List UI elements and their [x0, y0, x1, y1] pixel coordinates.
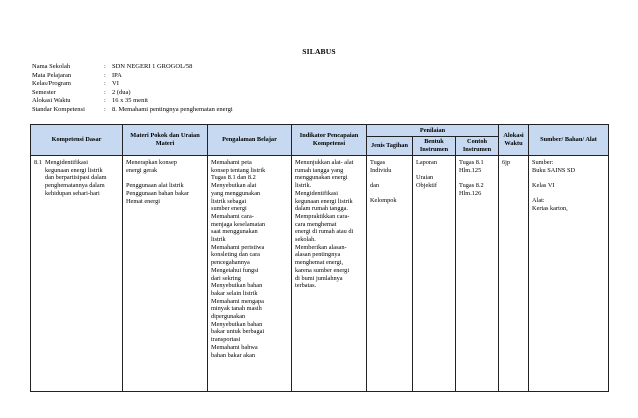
pengalaman-text-line: Memahami mengapa [211, 297, 264, 305]
info-label: Kelas/Program [32, 80, 71, 88]
spacer [370, 190, 409, 198]
header-info [32, 63, 233, 115]
indikator-text-line: Mempraktikkan cara- [295, 212, 350, 220]
info-colon: : [104, 97, 106, 105]
info-row [32, 72, 233, 81]
pengalaman-text-line: bakar selain listrik [211, 289, 258, 297]
pengalaman-text-line: minyak tanah masih [211, 305, 262, 313]
bentuk-text-line: Laporan [416, 159, 437, 166]
table-row [31, 156, 609, 392]
header-sumber: Sumber/ Bahan/ Alat [529, 125, 609, 156]
info-row [32, 80, 233, 89]
cell-materi [123, 156, 208, 392]
pengalaman-text-line: Memahami cara- [211, 212, 254, 220]
indikator-text-line: menggunakan energi [295, 174, 348, 182]
sumber-text-line: Buku SAINS SD [532, 166, 576, 174]
info-value: VI [112, 80, 119, 88]
kd-text-line: kegunaan energi listrik [45, 166, 103, 174]
info-colon: : [104, 88, 106, 96]
alokasi-text-line: 6jp [502, 159, 511, 166]
indikator-text-line: menghemat energi, [295, 259, 344, 267]
sumber-text-line: Kertas karton, [532, 205, 568, 213]
materi-text-line: Hemat energi [126, 197, 160, 205]
info-colon: : [104, 80, 106, 88]
materi-text-line: Menerapkan konsep [126, 159, 177, 166]
indikator-text-line: cara menghemat [295, 220, 337, 228]
info-label: Mata Pelajaran [32, 71, 72, 79]
pengalaman-text-line: Memahami peristiwa [211, 243, 265, 251]
spacer [532, 174, 605, 182]
indikator-text-line: terbatas. [295, 282, 317, 290]
info-label: Standar Kompetensi [32, 105, 85, 113]
sumber-text-line: Alat: [532, 197, 545, 205]
header-indikator: Indikator Pencapaian Kompetensi [292, 125, 367, 156]
info-colon: : [104, 63, 106, 70]
cell-jenis-tagihan [367, 156, 413, 392]
pengalaman-text-line: Memahami bahwa [211, 343, 258, 351]
indikator-text-line: Mengidentifikasi [295, 189, 339, 197]
kd-text-line: Mengidentifikasi [45, 159, 89, 166]
pengalaman-text-line: saat menggunakan [211, 228, 258, 236]
spacer [126, 174, 204, 182]
header-penilaian: Penilaian [367, 125, 499, 137]
materi-text-line: Penggunaan alat listrik [126, 182, 184, 190]
cell-pengalaman [208, 156, 292, 392]
sumber-text-line: Sumber: [532, 159, 554, 166]
info-colon: : [104, 71, 106, 79]
contoh-text-line: Hlm.125 [459, 166, 482, 174]
pengalaman-text-line: pencegahannya [211, 259, 250, 267]
pengalaman-text-line: Menyebutkan bahan [211, 320, 263, 328]
pengalaman-text-line: dipergunakan [211, 313, 246, 321]
pengalaman-text-line: Mengetahui fungsi [211, 266, 259, 274]
header-materi: Materi Pokok dan Uraian Materi [123, 125, 208, 156]
indikator-text-line: karena sumber energi [295, 266, 350, 274]
pengalaman-text-line: Menyebutkan alat [211, 182, 257, 190]
header-bentuk-instrumen: Bentuk Instrumen [413, 137, 456, 156]
pengalaman-text-line: bahan bakar akan [211, 351, 256, 359]
spacer [370, 174, 409, 182]
info-row [32, 89, 233, 98]
jenis-text-line: Kelompok [370, 197, 397, 205]
info-value: IPA [112, 71, 122, 79]
header-jenis-tagihan: Jenis Tagihan [367, 137, 413, 156]
info-row [32, 106, 233, 115]
sumber-text-line: Kelas VI [532, 182, 555, 190]
spacer [532, 190, 605, 198]
indikator-text-line: sekolah. [295, 236, 316, 244]
pengalaman-text-line: listrik [211, 236, 226, 244]
info-label: Nama Sekolah [32, 63, 71, 70]
pengalaman-text-line: Memahami peta [211, 159, 252, 166]
cell-bentuk-instrumen [413, 156, 456, 392]
jenis-text-line: Tugas [370, 159, 386, 166]
pengalaman-text-line: menjaga keselamatan [211, 220, 266, 228]
info-label: Alokasi Waktu [32, 97, 71, 105]
cell-sumber [529, 156, 609, 392]
spacer [459, 174, 495, 182]
kd-text-line: penghematannya dalam [45, 182, 105, 190]
info-colon: : [104, 105, 106, 113]
pengalaman-text-line: bakar untuk berbagai [211, 328, 265, 336]
indikator-text-line: kegunaan energi listrik [295, 197, 353, 205]
contoh-text-line: Hlm.126 [459, 189, 482, 197]
pengalaman-text-line: dari sekring [211, 274, 241, 282]
info-row [32, 63, 233, 72]
cell-kompetensi-dasar [31, 156, 123, 392]
indikator-text-line: Memberikan alasan- [295, 243, 347, 251]
cell-indikator [292, 156, 367, 392]
materi-text-line: energi gerak [126, 166, 158, 174]
cell-alokasi [499, 156, 529, 392]
pengalaman-text-line: Menyebutkan bahan [211, 282, 263, 290]
info-value: 2 (dua) [112, 88, 131, 96]
header-alokasi: Alokasi Waktu [499, 125, 529, 156]
header-pengalaman: Pengalaman Belajar [208, 125, 292, 156]
header-kompetensi-dasar: Kompetensi Dasar [31, 125, 123, 156]
header-contoh-instrumen: Contoh Instrumen [456, 137, 499, 156]
pengalaman-text-line: Tugas 8.1 dan 8.2 [211, 174, 256, 182]
info-row [32, 97, 233, 106]
indikator-text-line: listrik. [295, 182, 312, 190]
jenis-text-line: dan [370, 182, 380, 190]
pengalaman-text-line: sumber energi [211, 205, 247, 213]
cell-contoh-instrumen [456, 156, 499, 392]
pengalaman-text-line: listrik sebagai [211, 197, 247, 205]
info-value: 16 x 35 menit [112, 97, 148, 105]
spacer [416, 167, 452, 175]
kd-number: 8.1 [34, 159, 42, 166]
syllabus-table [30, 124, 609, 392]
indikator-text-line: rumah tangga yang [295, 166, 344, 174]
indikator-text-line: alasan pentingnya [295, 251, 341, 259]
contoh-text-line: Tugas 8.1 [459, 159, 484, 166]
bentuk-text-line: Objektif [416, 182, 437, 190]
jenis-text-line: Individu [370, 166, 392, 174]
contoh-text-line: Tugas 8.2 [459, 182, 484, 190]
info-label: Semester [32, 88, 56, 96]
pengalaman-text-line: yang menggunakan [211, 189, 261, 197]
indikator-text-line: Menunjukkan alat- alat [295, 159, 354, 166]
materi-text-line: Penggunaan bahan bakar [126, 189, 189, 197]
page-title: SILABUS [302, 47, 336, 56]
bentuk-text-line: Uraian [416, 174, 434, 182]
pengalaman-text-line: konsleting dan cara [211, 251, 260, 259]
kd-text-line: kehidupan sehari-hari [45, 189, 100, 197]
info-value: 8. Memahami pentingnya penghematan energi [112, 105, 233, 113]
kd-text-line: dan berpartisipasi dalam [45, 174, 107, 182]
indikator-text-line: energi di rumah atau di [295, 228, 354, 236]
info-value: SDN NEGERI 1 GROGOL/58 [112, 63, 193, 70]
pengalaman-text-line: konsep tentang listrik [211, 166, 266, 174]
indikator-text-line: dalam rumah tangga. [295, 205, 348, 213]
pengalaman-text-line: transportasi [211, 336, 241, 344]
indikator-text-line: di bumi jumlahnya [295, 274, 343, 282]
